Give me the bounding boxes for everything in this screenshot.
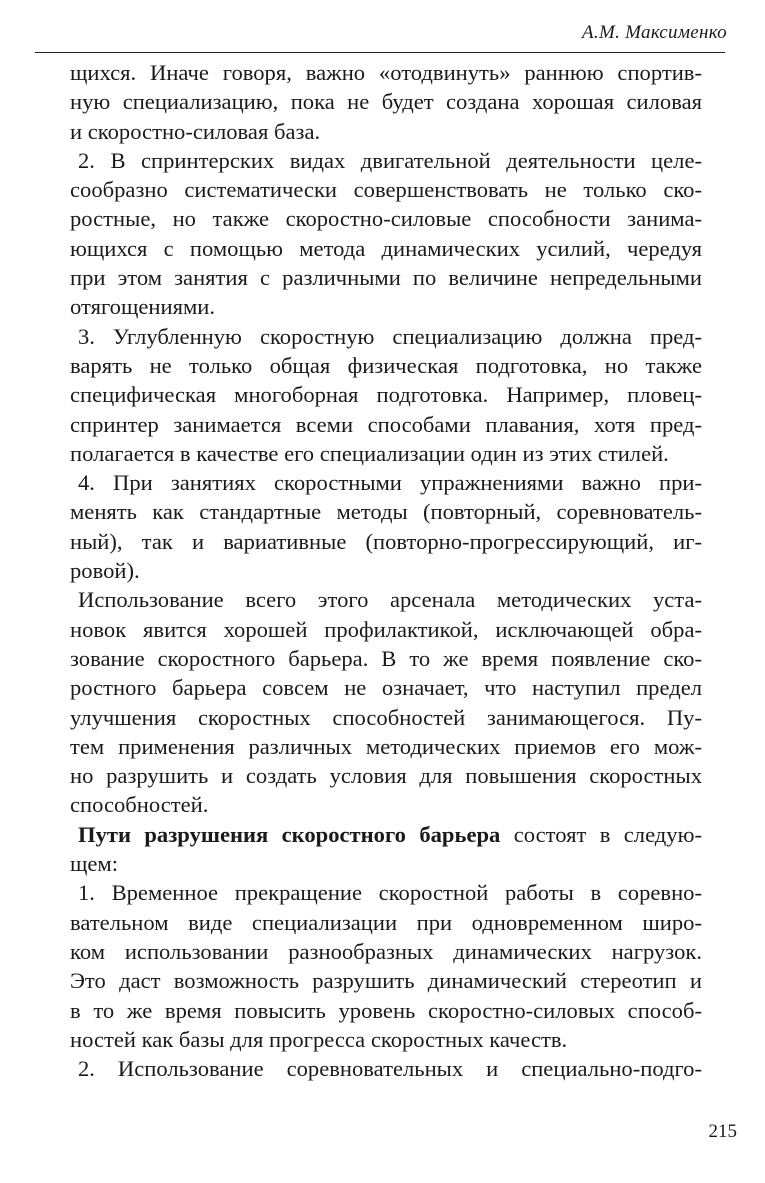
- text-line: 2. Использование соревновательных и специально-подго-: [78, 1056, 702, 1082]
- text-line: ростные, но также скоростно-силовые способности занима-: [70, 206, 702, 232]
- text-line: ностей как базы для прогресса скоростных качеств.: [70, 1026, 568, 1052]
- text-line: улучшения скоростных способностей занимающегося. Пу-: [70, 704, 702, 730]
- text-run: состоят в следую-: [500, 821, 702, 847]
- text-line: менять как стандартные методы (повторный, соревнователь-: [70, 499, 702, 525]
- header-rule: [35, 52, 725, 53]
- text-line: спринтер занимается всеми способами плавания, хотя пред-: [70, 411, 702, 437]
- text-line: [70, 820, 702, 849]
- text-line: 2. В спринтерских видах двигательной деятельности целе-: [78, 147, 702, 173]
- text-line: 1. Временное прекращение скоростной работы в соревно-: [78, 880, 702, 906]
- paragraph: [70, 1054, 702, 1083]
- text-line: 3. Углубленную скоростную специализацию должна пред-: [78, 323, 702, 349]
- text-line: ную специализацию, пока не будет создана хорошая силовая: [70, 89, 702, 115]
- text-line: в то же время повысить уровень скоростно-силовых способ-: [70, 997, 702, 1023]
- paragraph: [70, 585, 702, 819]
- text-line: ющихся с помощью метода динамических усилий, чередуя: [70, 235, 702, 261]
- text-line: Использование всего этого арсенала методических уста-: [78, 587, 702, 613]
- text-line: 4. При занятиях скоростными упражнениями важно при-: [78, 470, 702, 496]
- page-number: 215: [708, 1121, 737, 1142]
- text-line: вательном виде специализации при одновременном широ-: [70, 909, 702, 935]
- text-line: сообразно систематически совершенствовать не только ско-: [70, 177, 702, 203]
- text-line: ный), так и вариативные (повторно-прогрессирующий, иг-: [70, 528, 702, 554]
- text-line: новок явится хорошей профилактикой, исключающей обра-: [70, 616, 702, 642]
- text-line: способностей.: [70, 792, 209, 818]
- text-line: варять не только общая физическая подготовка, но также: [70, 352, 702, 378]
- paragraph: [70, 146, 702, 322]
- text-line: и скоростно-силовая база.: [70, 118, 321, 144]
- text-line: при этом занятия с различными по величине непредельными: [70, 265, 702, 291]
- text-line: тем применения различных методических приемов его мож-: [70, 733, 702, 759]
- text-line: ростного барьера совсем не означает, что наступил предел: [70, 675, 702, 701]
- running-head: А.М. Максименко: [582, 22, 727, 43]
- paragraph: [70, 878, 702, 1054]
- paragraph: [70, 468, 702, 585]
- paragraph: [70, 58, 702, 146]
- text-line: полагается в качестве его специализации один из этих стилей.: [70, 440, 669, 466]
- text-line: но разрушить и создать условия для повышения скоростных: [70, 763, 702, 789]
- text-line: щихся. Иначе говоря, важно «отодвинуть» раннюю спортив-: [70, 60, 702, 85]
- body-text: [70, 58, 702, 1083]
- text-line: ровой).: [70, 558, 140, 584]
- text-line: специфическая многоборная подготовка. Например, пловец-: [70, 382, 702, 408]
- text-line: зование скоростного барьера. В то же время появление ско-: [70, 645, 702, 671]
- text-line: Это даст возможность разрушить динамический стереотип и: [70, 968, 702, 994]
- text-line: ком использовании разнообразных динамических нагрузок.: [70, 938, 702, 964]
- paragraph: [70, 820, 702, 879]
- paragraph: [70, 322, 702, 468]
- text-line: щем:: [70, 851, 119, 877]
- bold-heading: Пути разрушения скоростного барьера: [78, 821, 501, 847]
- text-line: отягощениями.: [70, 294, 216, 320]
